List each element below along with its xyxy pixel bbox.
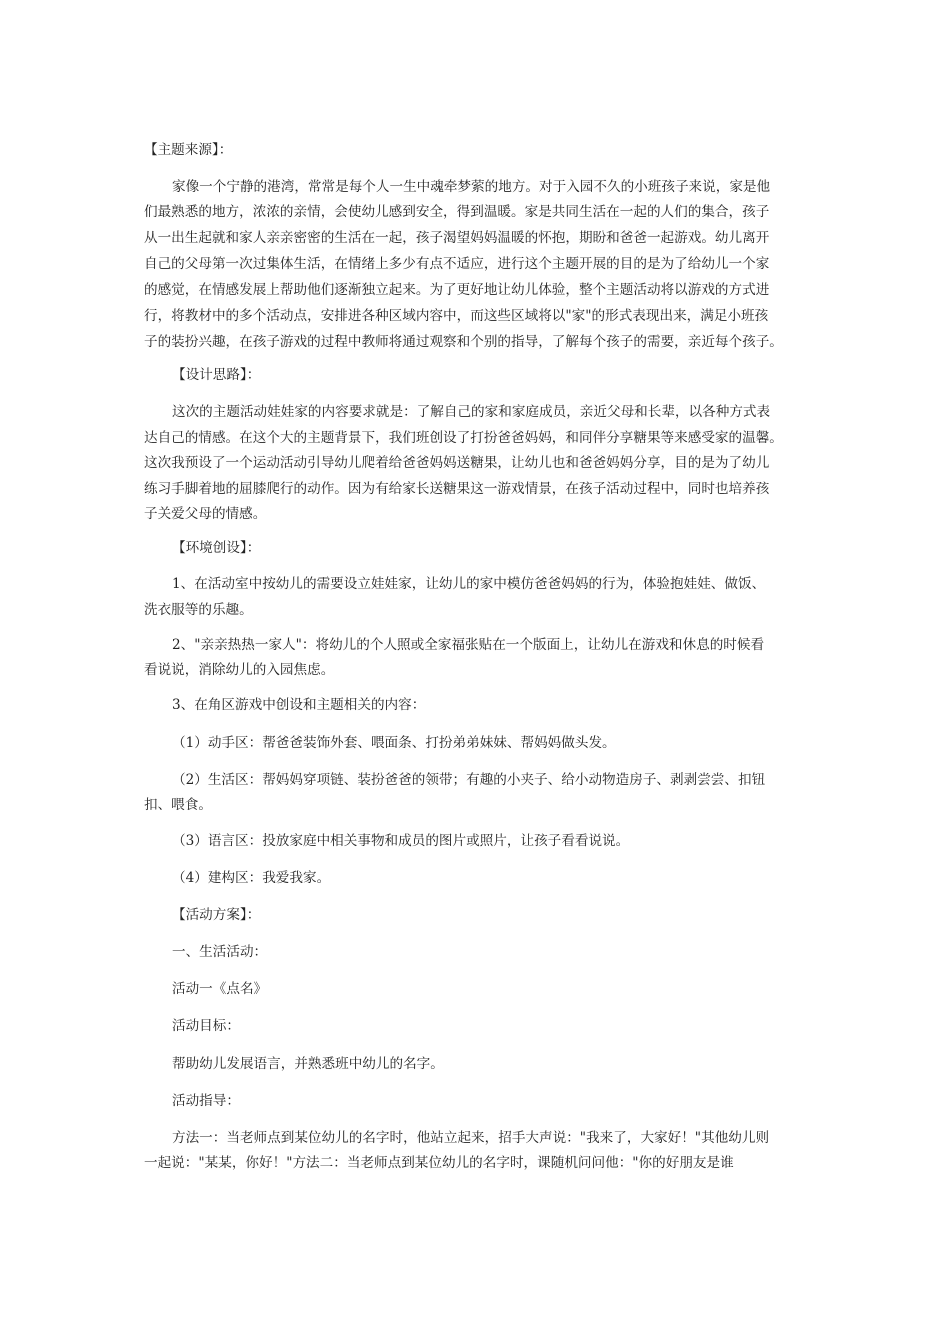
- list-item: 洗衣服等的乐趣。: [144, 602, 253, 618]
- paragraph-line: 自己的父母第一次过集体生活，在情绪上多少有点不适应，进行这个主题开展的目的是为了给幼儿一个家: [144, 256, 770, 272]
- list-item: 3、在角区游戏中创设和主题相关的内容：: [172, 697, 426, 713]
- list-item: 看说说，消除幼儿的入园焦虑。: [144, 662, 335, 678]
- heading-theme-source: 【主题来源】：: [144, 142, 233, 158]
- list-item: （1）动手区：帮爸爸装饰外套、喂面条、打扮弟弟妹妹、帮妈妈做头发。: [172, 735, 616, 751]
- paragraph-line: 这次我预设了一个运动活动引导幼儿爬着给爸爸妈妈送糖果，让幼儿也和爸爸妈妈分享，目的是为了幼儿: [144, 455, 770, 471]
- paragraph-line: 练习手脚着地的屈膝爬行的动作。因为有给家长送糖果这一游戏情景，在孩子活动过程中，同时也培养孩: [144, 481, 770, 497]
- paragraph-line: 这次的主题活动娃娃家的内容要求就是：了解自己的家和家庭成员，亲近父母和长辈，以各种方式表: [172, 404, 771, 420]
- paragraph-line: 达自己的情感。在这个大的主题背景下，我们班创设了打扮爸爸妈妈，和同伴分享糖果等来感受家的温馨。: [144, 430, 783, 446]
- paragraph-line: 从一出生起就和家人亲亲密密的生活在一起，孩子渴望妈妈温暖的怀抱，期盼和爸爸一起游戏。幼儿离开: [144, 230, 770, 246]
- paragraph-line: 们最熟悉的地方，浓浓的亲情，会使幼儿感到安全，得到温暖。家是共同生活在一起的人们的集合，孩子: [144, 204, 770, 220]
- paragraph-line: 一起说："某某，你好！"方法二：当老师点到某位幼儿的名字时，课随机问问他："你的好朋友是谁: [144, 1155, 734, 1171]
- heading-environment: 【环境创设】：: [172, 540, 261, 556]
- list-item: 1、在活动室中按幼儿的需要设立娃娃家，让幼儿的家中模仿爸爸妈妈的行为，体验抱娃娃、做饭、: [172, 576, 766, 592]
- heading-design-idea: 【设计思路】：: [172, 367, 261, 383]
- list-item: （4）建构区：我爱我家。: [172, 870, 331, 886]
- paragraph-line: 行，将教材中的多个活动点，安排进各种区域内容中，而这些区域将以"家"的形式表现出来，满足小班孩: [144, 308, 769, 324]
- list-item: （3）语言区：投放家庭中相关事物和成员的图片或照片，让孩子看看说说。: [172, 833, 630, 849]
- paragraph-line: 子的装扮兴趣，在孩子游戏的过程中教师将通过观察和个别的指导，了解每个孩子的需要，亲近每个孩子。: [144, 334, 783, 350]
- list-item: 2、"亲亲热热一家人"：将幼儿的个人照或全家福张贴在一个版面上，让幼儿在游戏和休息的时候看: [172, 637, 765, 653]
- section-title: 一、生活活动：: [172, 944, 268, 960]
- paragraph-line: 子关爱父母的情感。: [144, 506, 267, 522]
- list-item: （2）生活区：帮妈妈穿项链、装扮爸爸的领带；有趣的小夹子、给小动物造房子、剥剥尝尝、扣钮: [172, 772, 766, 788]
- paragraph-line: 帮助幼儿发展语言，并熟悉班中幼儿的名字。: [172, 1056, 444, 1072]
- activity-title: 活动一《点名》: [172, 981, 268, 997]
- paragraph-line: 的感觉，在情感发展上帮助他们逐渐独立起来。为了更好地让幼儿体验，整个主题活动将以游戏的方式进: [144, 282, 770, 298]
- paragraph-line: 家像一个宁静的港湾，常常是每个人一生中魂牵梦萦的地方。对于入园不久的小班孩子来说，家是他: [172, 179, 771, 195]
- subheading: 活动目标：: [172, 1018, 240, 1034]
- paragraph-line: 方法一：当老师点到某位幼儿的名字时，他站立起来，招手大声说："我来了，大家好！"其他幼儿则: [172, 1130, 770, 1146]
- heading-activity-plan: 【活动方案】：: [172, 907, 261, 923]
- list-item: 扣、喂食。: [144, 797, 212, 813]
- subheading: 活动指导：: [172, 1093, 240, 1109]
